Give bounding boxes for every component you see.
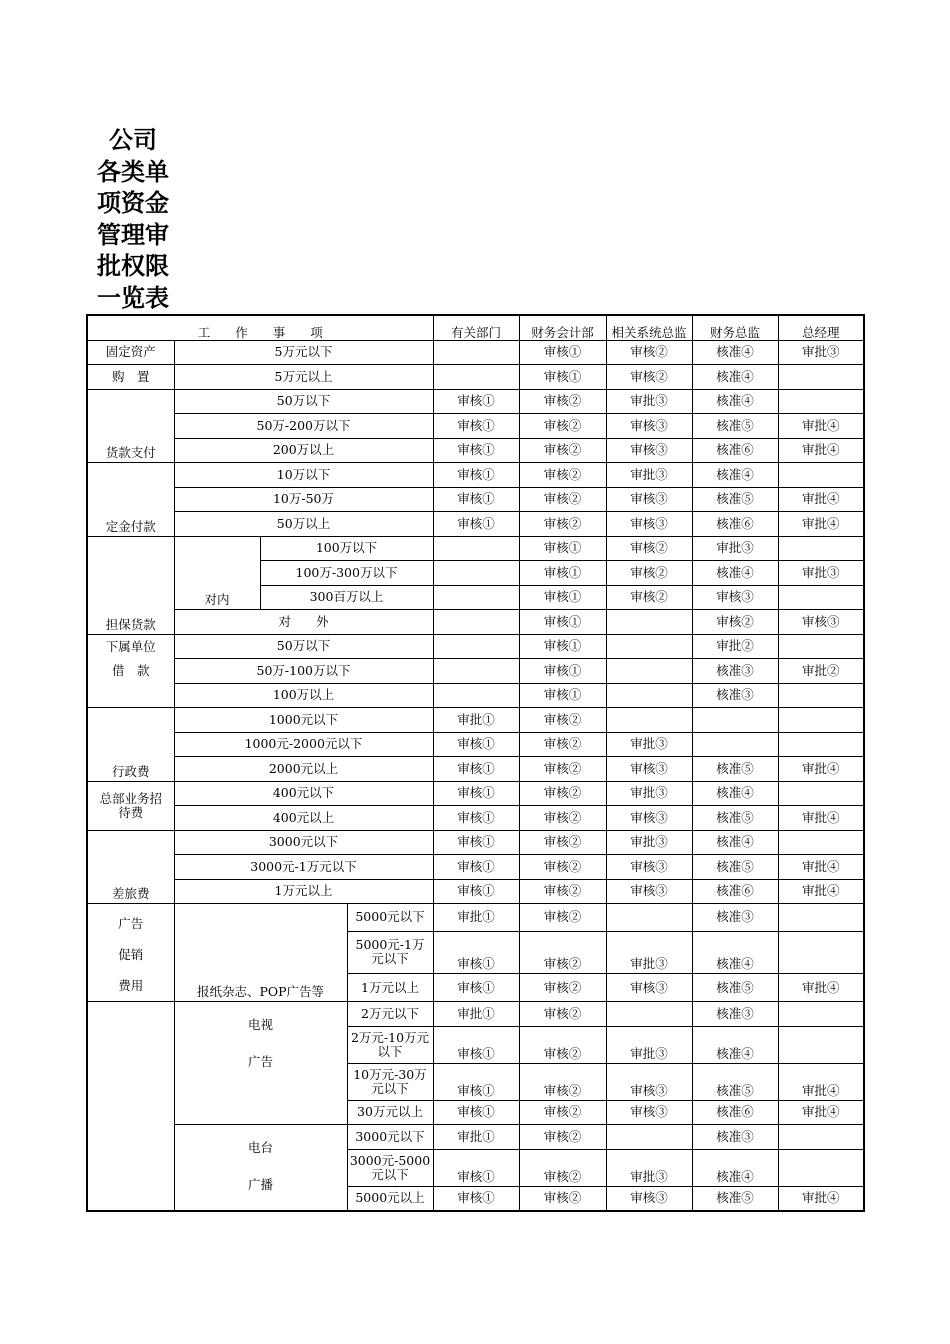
dept-cell: 审核① bbox=[433, 463, 519, 488]
dept-cell bbox=[433, 683, 519, 708]
table-row bbox=[87, 1125, 864, 1150]
gm-cell bbox=[778, 683, 864, 708]
acc-cell: 审核① bbox=[519, 536, 606, 561]
sys-cell: 审核③ bbox=[606, 806, 692, 831]
dept-cell: 审核① bbox=[433, 512, 519, 537]
dept-cell bbox=[433, 365, 519, 390]
cfo-cell: 核准④ bbox=[692, 1026, 778, 1063]
sys-cell bbox=[606, 708, 692, 733]
table-row bbox=[87, 830, 864, 855]
cfo-cell: 核准⑤ bbox=[692, 806, 778, 831]
acc-cell: 审核② bbox=[519, 487, 606, 512]
sys-cell: 审批③ bbox=[606, 1026, 692, 1063]
table-row bbox=[87, 757, 864, 782]
acc-cell: 审核② bbox=[519, 512, 606, 537]
table-row bbox=[87, 365, 864, 390]
table-row bbox=[87, 879, 864, 904]
sys-cell bbox=[606, 610, 692, 635]
table-row bbox=[87, 512, 864, 537]
acc-cell: 审核② bbox=[519, 1026, 606, 1063]
item-cell: 2万元以下 bbox=[347, 1002, 433, 1027]
sys-cell: 审批③ bbox=[606, 1149, 692, 1186]
gm-cell: 审批④ bbox=[778, 512, 864, 537]
acc-cell: 审核② bbox=[519, 389, 606, 414]
cfo-cell: 核准④ bbox=[692, 781, 778, 806]
cfo-cell: 审核③ bbox=[692, 585, 778, 610]
gm-cell bbox=[778, 1002, 864, 1027]
item-cell: 50万以下 bbox=[174, 634, 433, 659]
gm-cell bbox=[778, 830, 864, 855]
subcategory-label: 报纸杂志、POP广告等 bbox=[174, 904, 347, 1002]
acc-cell: 审核① bbox=[519, 340, 606, 365]
acc-cell: 审核① bbox=[519, 634, 606, 659]
gm-cell bbox=[778, 1149, 864, 1186]
sys-cell: 审核③ bbox=[606, 438, 692, 463]
item-cell: 1000元以下 bbox=[174, 708, 433, 733]
gm-cell bbox=[778, 1125, 864, 1150]
table-row bbox=[87, 781, 864, 806]
header-cfo: 财务总监 bbox=[692, 315, 778, 340]
cfo-cell: 核准⑤ bbox=[692, 1063, 778, 1100]
sys-cell: 审批③ bbox=[606, 830, 692, 855]
dept-cell: 审核① bbox=[433, 757, 519, 782]
cfo-cell bbox=[692, 708, 778, 733]
cfo-cell: 核准④ bbox=[692, 463, 778, 488]
acc-cell: 审核② bbox=[519, 1125, 606, 1150]
acc-cell: 审核② bbox=[519, 1063, 606, 1100]
dept-cell: 审批① bbox=[433, 1125, 519, 1150]
item-cell: 5万元以上 bbox=[174, 365, 433, 390]
category-label bbox=[87, 634, 174, 708]
category-label: 定金付款 bbox=[87, 463, 174, 537]
sys-cell: 审核③ bbox=[606, 757, 692, 782]
cfo-cell: 核准③ bbox=[692, 659, 778, 684]
table-row bbox=[87, 610, 864, 635]
acc-cell: 审核① bbox=[519, 610, 606, 635]
acc-cell: 审核② bbox=[519, 1100, 606, 1125]
table-row bbox=[87, 806, 864, 831]
gm-cell: 审批③ bbox=[778, 340, 864, 365]
acc-cell: 审核② bbox=[519, 463, 606, 488]
item-cell: 50万-200万以下 bbox=[174, 414, 433, 439]
category-label bbox=[87, 904, 174, 1002]
dept-cell: 审核① bbox=[433, 438, 519, 463]
dept-cell: 审核① bbox=[433, 931, 519, 973]
item-cell: 5000元以下 bbox=[347, 904, 433, 932]
title-line: 公司 bbox=[109, 126, 157, 154]
cfo-cell: 核准⑥ bbox=[692, 438, 778, 463]
cfo-cell: 核准⑥ bbox=[692, 1100, 778, 1125]
gm-cell bbox=[778, 708, 864, 733]
acc-cell: 审核② bbox=[519, 855, 606, 880]
subcategory-label: 对内 bbox=[174, 536, 260, 610]
sys-cell: 审核③ bbox=[606, 1100, 692, 1125]
gm-cell: 审批④ bbox=[778, 438, 864, 463]
sys-cell: 审核③ bbox=[606, 1186, 692, 1211]
dept-cell: 审核① bbox=[433, 974, 519, 1002]
category-label-line: 下属单位 bbox=[105, 638, 156, 654]
approval-table bbox=[86, 314, 865, 1212]
dept-cell: 审核① bbox=[433, 487, 519, 512]
dept-cell: 审核① bbox=[433, 1026, 519, 1063]
gm-cell: 审批④ bbox=[778, 974, 864, 1002]
dept-cell bbox=[433, 340, 519, 365]
gm-cell: 审核③ bbox=[778, 610, 864, 635]
table-row bbox=[87, 487, 864, 512]
sys-cell: 审核③ bbox=[606, 855, 692, 880]
cfo-cell: 核准⑤ bbox=[692, 855, 778, 880]
cfo-cell: 核准⑤ bbox=[692, 487, 778, 512]
gm-cell: 审批④ bbox=[778, 487, 864, 512]
acc-cell: 审核② bbox=[519, 806, 606, 831]
item-cell: 2万元-10万元以下 bbox=[347, 1026, 433, 1063]
table-row bbox=[87, 683, 864, 708]
table-row bbox=[87, 463, 864, 488]
sys-cell bbox=[606, 1002, 692, 1027]
gm-cell: 审批④ bbox=[778, 1100, 864, 1125]
item-cell: 1万元以上 bbox=[174, 879, 433, 904]
gm-cell: 审批③ bbox=[778, 561, 864, 586]
sys-cell: 审核② bbox=[606, 365, 692, 390]
subcategory-label-line: 广告 bbox=[247, 1054, 273, 1069]
title-line: 批权限 bbox=[97, 252, 169, 280]
acc-cell: 审核② bbox=[519, 830, 606, 855]
gm-cell bbox=[778, 732, 864, 757]
acc-cell: 审核① bbox=[519, 585, 606, 610]
item-cell: 1万元以上 bbox=[347, 974, 433, 1002]
dept-cell: 审批① bbox=[433, 1002, 519, 1027]
cfo-cell: 审批② bbox=[692, 634, 778, 659]
table-row bbox=[87, 340, 864, 365]
dept-cell bbox=[433, 561, 519, 586]
category-label-line: 借 款 bbox=[111, 662, 150, 678]
dept-cell: 审批① bbox=[433, 708, 519, 733]
item-cell: 50万以下 bbox=[174, 389, 433, 414]
sys-cell: 审批③ bbox=[606, 732, 692, 757]
cfo-cell: 核准④ bbox=[692, 1149, 778, 1186]
category-label: 购 置 bbox=[87, 365, 174, 390]
acc-cell: 审核② bbox=[519, 757, 606, 782]
category-label-spacer bbox=[87, 1002, 174, 1212]
item-cell: 对 外 bbox=[174, 610, 433, 635]
dept-cell bbox=[433, 659, 519, 684]
sys-cell: 审批③ bbox=[606, 781, 692, 806]
sys-cell: 审核② bbox=[606, 585, 692, 610]
dept-cell: 审核① bbox=[433, 879, 519, 904]
sys-cell: 审核③ bbox=[606, 487, 692, 512]
gm-cell bbox=[778, 389, 864, 414]
cfo-cell: 审核② bbox=[692, 610, 778, 635]
sys-cell: 审批③ bbox=[606, 389, 692, 414]
category-label-line: 费用 bbox=[118, 978, 144, 993]
item-cell: 30万元以上 bbox=[347, 1100, 433, 1125]
acc-cell: 审核① bbox=[519, 365, 606, 390]
subcategory-label bbox=[174, 1125, 347, 1212]
item-cell: 5万元以下 bbox=[174, 340, 433, 365]
gm-cell bbox=[778, 634, 864, 659]
title-line: 一览表 bbox=[97, 283, 169, 312]
acc-cell: 审核② bbox=[519, 931, 606, 973]
item-cell: 5000元以上 bbox=[347, 1186, 433, 1211]
dept-cell: 审核① bbox=[433, 1063, 519, 1100]
cfo-cell: 核准④ bbox=[692, 340, 778, 365]
item-cell: 100万-300万以下 bbox=[260, 561, 433, 586]
category-label-line: 广告 bbox=[118, 916, 144, 931]
item-cell: 10万元-30万元以下 bbox=[347, 1063, 433, 1100]
gm-cell: 审批④ bbox=[778, 879, 864, 904]
item-cell: 2000元以上 bbox=[174, 757, 433, 782]
acc-cell: 审核① bbox=[519, 659, 606, 684]
sys-cell bbox=[606, 904, 692, 932]
cfo-cell: 核准④ bbox=[692, 931, 778, 973]
gm-cell bbox=[778, 463, 864, 488]
gm-cell: 审批② bbox=[778, 659, 864, 684]
item-cell: 400元以上 bbox=[174, 806, 433, 831]
subcategory-label-line: 电视 bbox=[247, 1017, 273, 1032]
dept-cell: 审核① bbox=[433, 1149, 519, 1186]
title-line: 项资金 bbox=[97, 189, 169, 217]
category-label-line: 促销 bbox=[118, 947, 144, 962]
category-label: 担保货款 bbox=[87, 536, 174, 634]
item-cell: 5000元-1万元以下 bbox=[347, 931, 433, 973]
page-title bbox=[88, 125, 178, 314]
header-gm: 总经理 bbox=[778, 315, 864, 340]
cfo-cell: 核准⑤ bbox=[692, 1186, 778, 1211]
item-cell: 100万以下 bbox=[260, 536, 433, 561]
sys-cell: 审核② bbox=[606, 340, 692, 365]
dept-cell: 审核① bbox=[433, 806, 519, 831]
header-dept: 有关部门 bbox=[433, 315, 519, 340]
header-system-director: 相关系统总监 bbox=[606, 315, 692, 340]
sys-cell: 审核③ bbox=[606, 974, 692, 1002]
header-row bbox=[87, 315, 864, 340]
acc-cell: 审核② bbox=[519, 1002, 606, 1027]
category-label: 货款支付 bbox=[87, 389, 174, 463]
category-label: 差旅费 bbox=[87, 830, 174, 904]
title-line: 各类单 bbox=[97, 157, 169, 186]
item-cell: 3000元以下 bbox=[174, 830, 433, 855]
gm-cell: 审批④ bbox=[778, 806, 864, 831]
acc-cell: 审核① bbox=[519, 683, 606, 708]
table-row bbox=[87, 438, 864, 463]
sys-cell: 审核③ bbox=[606, 512, 692, 537]
gm-cell bbox=[778, 781, 864, 806]
item-cell: 1000元-2000元以下 bbox=[174, 732, 433, 757]
category-label-line: 总部业务招 bbox=[99, 790, 162, 806]
item-cell: 100万以上 bbox=[174, 683, 433, 708]
gm-cell bbox=[778, 931, 864, 973]
header-item: 工 作 事 项 bbox=[87, 315, 433, 340]
gm-cell bbox=[778, 585, 864, 610]
gm-cell: 审批④ bbox=[778, 1186, 864, 1211]
table-row bbox=[87, 855, 864, 880]
dept-cell bbox=[433, 536, 519, 561]
title-line: 管理审 bbox=[97, 220, 169, 249]
cfo-cell: 核准⑥ bbox=[692, 512, 778, 537]
dept-cell: 审核① bbox=[433, 732, 519, 757]
sys-cell: 审核② bbox=[606, 561, 692, 586]
table-row bbox=[87, 414, 864, 439]
item-cell: 50万以上 bbox=[174, 512, 433, 537]
table-row bbox=[87, 659, 864, 684]
sys-cell: 审批③ bbox=[606, 931, 692, 973]
subcategory-label-line: 电台 bbox=[247, 1140, 273, 1155]
sys-cell bbox=[606, 683, 692, 708]
category-label bbox=[87, 781, 174, 830]
cfo-cell: 核准④ bbox=[692, 830, 778, 855]
gm-cell: 审批④ bbox=[778, 757, 864, 782]
acc-cell: 审核② bbox=[519, 1186, 606, 1211]
acc-cell: 审核② bbox=[519, 438, 606, 463]
cfo-cell: 核准④ bbox=[692, 561, 778, 586]
cfo-cell: 核准⑤ bbox=[692, 974, 778, 1002]
dept-cell: 审核① bbox=[433, 830, 519, 855]
item-cell: 3000元-1万元以下 bbox=[174, 855, 433, 880]
cfo-cell: 核准③ bbox=[692, 683, 778, 708]
dept-cell: 审核① bbox=[433, 781, 519, 806]
dept-cell: 审核① bbox=[433, 414, 519, 439]
gm-cell bbox=[778, 536, 864, 561]
item-cell: 400元以下 bbox=[174, 781, 433, 806]
acc-cell: 审核① bbox=[519, 561, 606, 586]
gm-cell bbox=[778, 1026, 864, 1063]
table-row bbox=[87, 904, 864, 932]
sys-cell: 审核③ bbox=[606, 414, 692, 439]
dept-cell: 审核① bbox=[433, 1100, 519, 1125]
sys-cell bbox=[606, 1125, 692, 1150]
category-label-line: 待费 bbox=[118, 804, 144, 820]
sys-cell: 审批③ bbox=[606, 463, 692, 488]
table-row bbox=[87, 389, 864, 414]
table-row bbox=[87, 708, 864, 733]
dept-cell: 审批① bbox=[433, 904, 519, 932]
acc-cell: 审核② bbox=[519, 974, 606, 1002]
cfo-cell: 核准④ bbox=[692, 389, 778, 414]
table-row bbox=[87, 634, 864, 659]
sys-cell: 审核② bbox=[606, 536, 692, 561]
item-cell: 200万以上 bbox=[174, 438, 433, 463]
gm-cell bbox=[778, 365, 864, 390]
table-row bbox=[87, 536, 864, 561]
cfo-cell: 审批③ bbox=[692, 536, 778, 561]
item-cell: 10万以下 bbox=[174, 463, 433, 488]
acc-cell: 审核② bbox=[519, 781, 606, 806]
sys-cell: 审核③ bbox=[606, 1063, 692, 1100]
dept-cell: 审核① bbox=[433, 855, 519, 880]
category-label: 行政费 bbox=[87, 708, 174, 782]
item-cell: 3000元-5000元以下 bbox=[347, 1149, 433, 1186]
category-label: 固定资产 bbox=[87, 340, 174, 365]
item-cell: 10万-50万 bbox=[174, 487, 433, 512]
subcategory-label-line: 广播 bbox=[247, 1177, 273, 1192]
cfo-cell: 核准③ bbox=[692, 1125, 778, 1150]
table-row bbox=[87, 732, 864, 757]
sys-cell bbox=[606, 634, 692, 659]
cfo-cell: 核准③ bbox=[692, 904, 778, 932]
gm-cell: 审批④ bbox=[778, 1063, 864, 1100]
dept-cell: 审核① bbox=[433, 1186, 519, 1211]
gm-cell bbox=[778, 904, 864, 932]
sys-cell: 审核③ bbox=[606, 879, 692, 904]
dept-cell: 审核① bbox=[433, 389, 519, 414]
cfo-cell: 核准③ bbox=[692, 1002, 778, 1027]
acc-cell: 审核② bbox=[519, 732, 606, 757]
dept-cell bbox=[433, 585, 519, 610]
acc-cell: 审核② bbox=[519, 879, 606, 904]
subcategory-label bbox=[174, 1002, 347, 1125]
dept-cell bbox=[433, 634, 519, 659]
table-row bbox=[87, 1002, 864, 1027]
cfo-cell: 核准⑤ bbox=[692, 757, 778, 782]
acc-cell: 审核② bbox=[519, 414, 606, 439]
header-accounting: 财务会计部 bbox=[519, 315, 606, 340]
item-cell: 300百万以上 bbox=[260, 585, 433, 610]
acc-cell: 审核② bbox=[519, 1149, 606, 1186]
cfo-cell bbox=[692, 732, 778, 757]
item-cell: 3000元以下 bbox=[347, 1125, 433, 1150]
acc-cell: 审核② bbox=[519, 904, 606, 932]
sys-cell bbox=[606, 659, 692, 684]
cfo-cell: 核准⑤ bbox=[692, 414, 778, 439]
item-cell: 50万-100万以下 bbox=[174, 659, 433, 684]
cfo-cell: 核准⑥ bbox=[692, 879, 778, 904]
acc-cell: 审核② bbox=[519, 708, 606, 733]
cfo-cell: 核准④ bbox=[692, 365, 778, 390]
gm-cell: 审批④ bbox=[778, 855, 864, 880]
gm-cell: 审批④ bbox=[778, 414, 864, 439]
dept-cell bbox=[433, 610, 519, 635]
